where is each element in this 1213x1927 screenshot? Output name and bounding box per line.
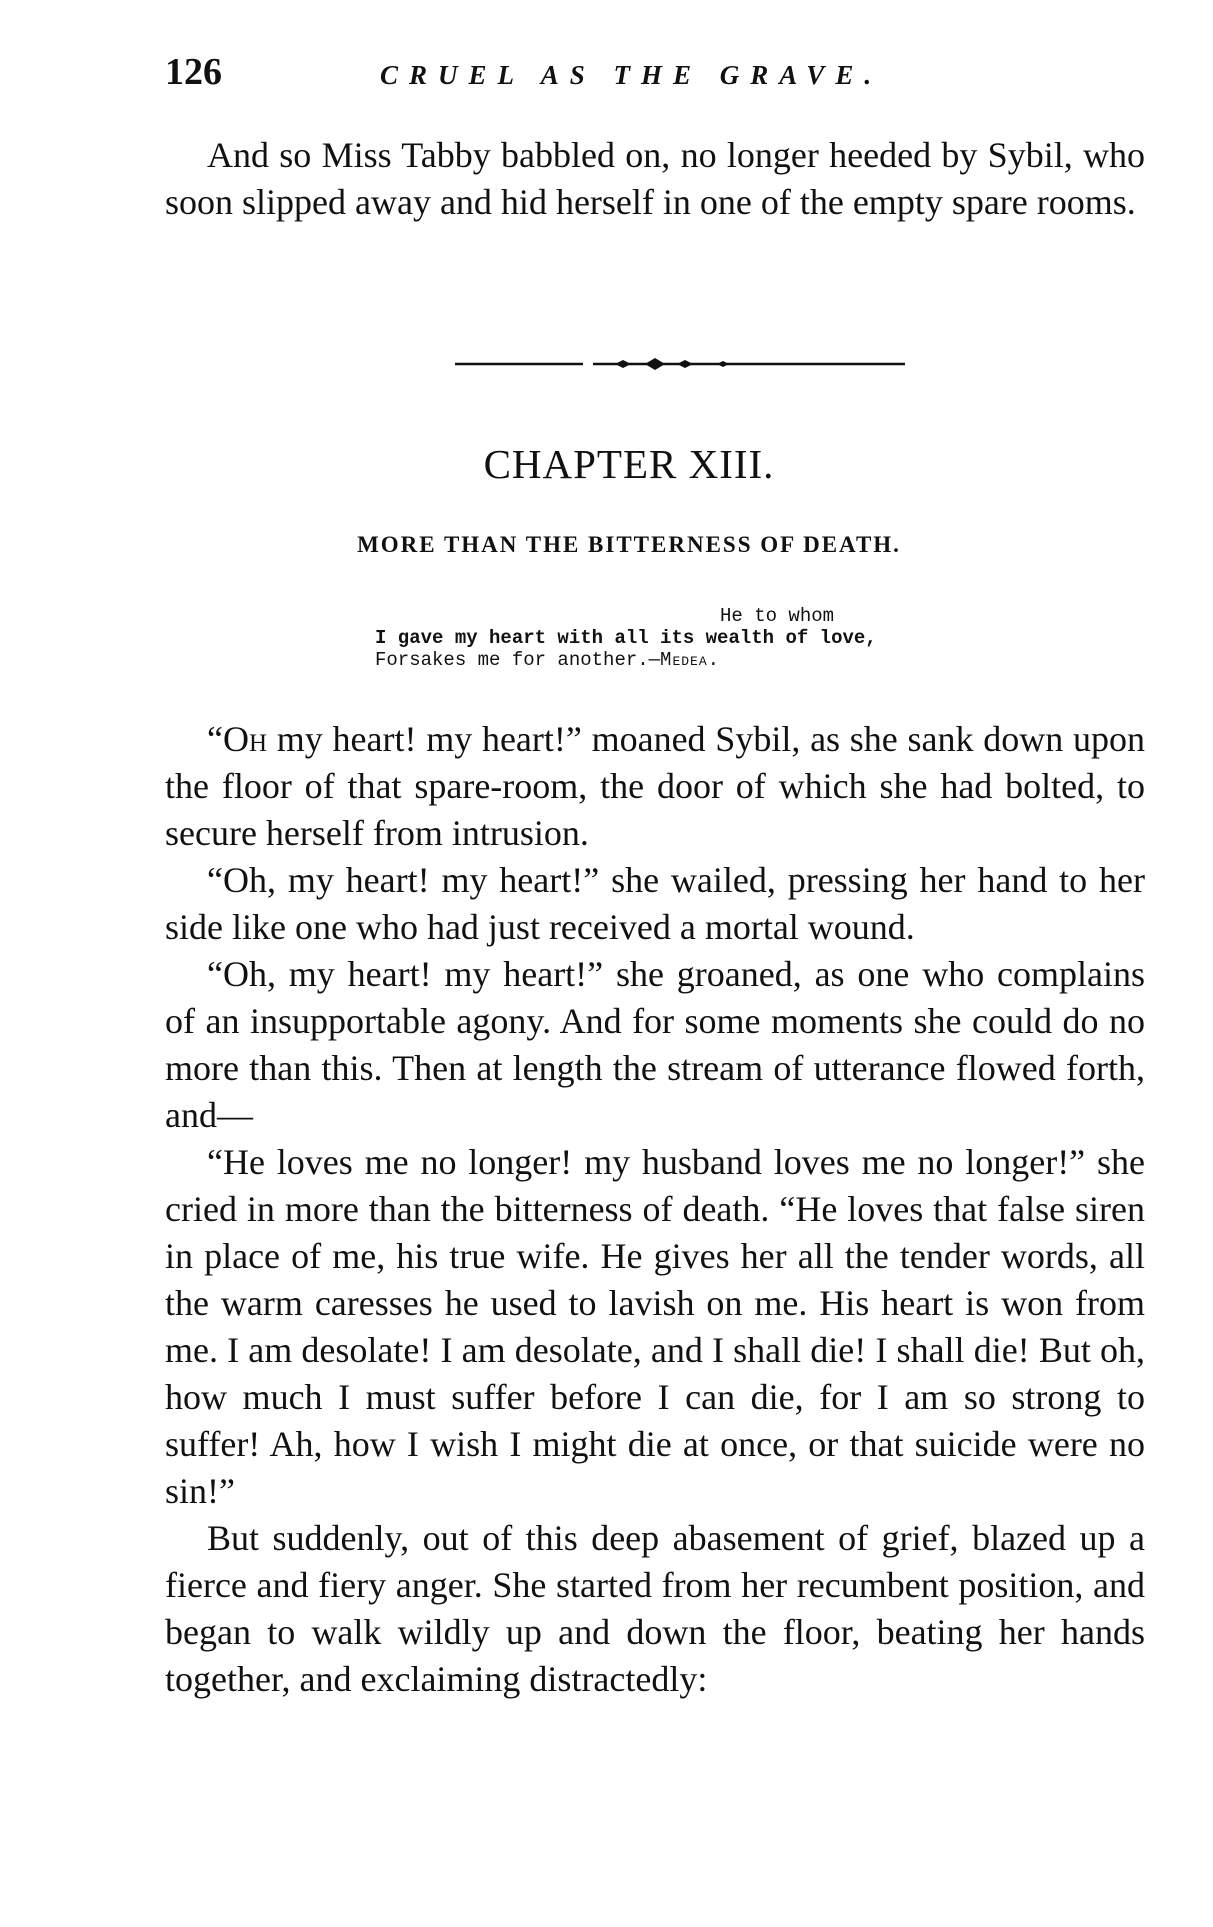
epigraph-attribution: Medea. <box>660 649 721 671</box>
paragraph-1-text: my heart! my heart!” moaned Sybil, as she sank down upon the floor of that spare-room, the door of which she had bolted, to secure herself from intrusion. <box>165 719 1145 853</box>
paragraph-1-open-quote: “ <box>207 719 223 759</box>
paragraph-4: “He loves me no longer! my husband loves me no longer!” she cried in more than the bitterness of death. “He loves that false siren in place of me, his true wife. He gives her all the tender words, all the warm caresses he used to lavish on me. His heart is won from me. I am desolate! I am desolate, and I shall die! I shall die! But oh, how much I must suffer before I can die, for I am so strong to suffer! Ah, how I wish I might die at once, or that suicide were no sin!” <box>165 1142 1145 1511</box>
paragraph-1 <box>165 716 1145 857</box>
epigraph-line-1: He to whom <box>720 605 835 627</box>
chapter-title: CHAPTER XIII. <box>483 441 775 487</box>
epigraph-line-3-text: Forsakes me for another.— <box>375 649 661 671</box>
paragraph-3: “Oh, my heart! my heart!” she groaned, as one who complains of an insupportable agony. And for some moments she could do no more than this. Then at length the stream of utterance flowed forth, and— <box>165 954 1145 1135</box>
paragraph-5: But suddenly, out of this deep abasement of grief, blazed up a fierce and fiery anger. She started from her recumbent position, and began to walk wildly up and down the floor, beating her hands together, and exclaiming distractedly: <box>165 1518 1145 1699</box>
epigraph-line-2: I gave my heart with all its wealth of love, <box>375 627 877 649</box>
intro-paragraph-block <box>165 132 1145 226</box>
paragraph-1-initial-word: Oh <box>222 719 268 759</box>
page-number: 126 <box>165 51 222 93</box>
chapter-body <box>165 716 1145 1703</box>
page-header <box>165 50 1145 100</box>
paragraph-2: “Oh, my heart! my heart!” she wailed, pressing her hand to her side like one who had just received a mortal wound. <box>165 860 1145 947</box>
decorative-rule-ornament-icon <box>455 352 905 376</box>
epigraph <box>375 605 975 671</box>
running-head: CRUEL AS THE GRAVE. <box>380 60 883 90</box>
epigraph-line-3 <box>375 649 975 671</box>
intro-paragraph: And so Miss Tabby babbled on, no longer heeded by Sybil, who soon slipped away and hid herself in one of the empty spare rooms. <box>165 135 1145 222</box>
chapter-subtitle: MORE THAN THE BITTERNESS OF DEATH. <box>357 532 901 557</box>
